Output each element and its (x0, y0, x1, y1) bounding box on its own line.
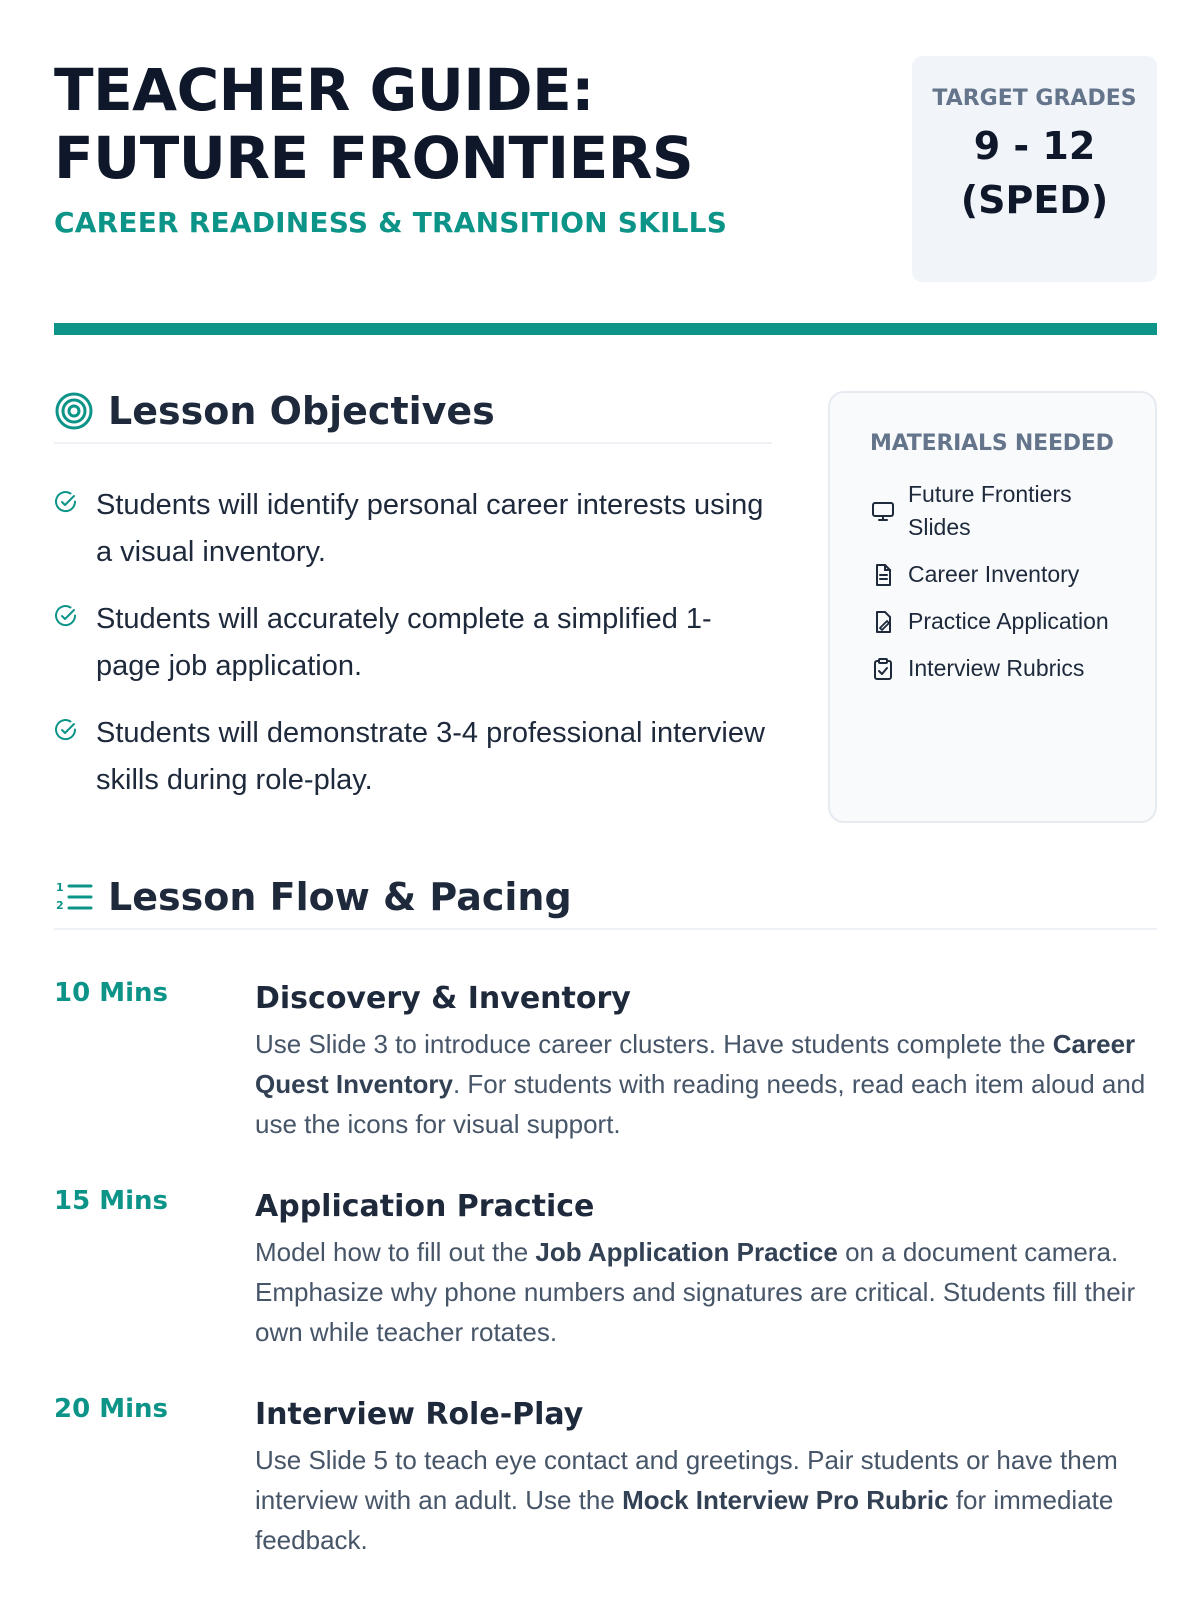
objectives-heading-row (54, 388, 772, 444)
step-body (255, 978, 1157, 1144)
step-desc-text: Use Slide 3 to introduce career clusters. Have students complete the (255, 1029, 1053, 1059)
target-grades-label: TARGET GRADES (932, 86, 1137, 111)
objective-item (54, 710, 772, 804)
step-body (255, 1186, 1157, 1352)
target-grades-value: 9 - 12 (SPED) (960, 124, 1109, 222)
materials-card (828, 391, 1157, 823)
material-label: Interview Rubrics (908, 655, 1085, 681)
material-item (870, 652, 1115, 685)
target-grades-box (912, 56, 1157, 282)
material-item (870, 558, 1115, 591)
svg-text:2: 2 (56, 899, 64, 912)
material-label: Career Inventory (908, 561, 1080, 587)
step-description (255, 1440, 1157, 1560)
lesson-objectives-section (54, 388, 772, 824)
header-divider (54, 323, 1157, 335)
objective-text: Students will identify personal career interests using a visual inventory. (96, 489, 764, 568)
objective-text: Students will accurately complete a simplified 1-page job application. (96, 603, 712, 682)
flow-heading-row (54, 874, 1157, 930)
target-icon (54, 391, 94, 431)
check-circle-icon (54, 718, 78, 742)
step-desc-text: for immediate feedback. (255, 1485, 1114, 1555)
check-circle-icon (54, 604, 78, 628)
flow-step (54, 978, 1157, 1154)
step-title: Application Practice (255, 1189, 595, 1224)
step-description (255, 1024, 1157, 1144)
step-title: Discovery & Inventory (255, 981, 631, 1016)
flow-title: Lesson Flow & Pacing (108, 875, 572, 919)
flow-step (54, 1394, 1157, 1570)
step-material-name: Mock Interview Pro Rubric (622, 1485, 949, 1515)
step-desc-text: on a document camera. Emphasize why phone numbers and signatures are critical. Students fill their own while teacher rotates. (255, 1237, 1136, 1347)
material-item (870, 478, 1115, 544)
materials-title: MATERIALS NEEDED (870, 431, 1114, 456)
clipboard-check-icon (870, 656, 896, 682)
flow-step (54, 1186, 1157, 1362)
check-circle-icon (54, 490, 78, 514)
page-title: TEACHER GUIDE: FUTURE FRONTIERS (54, 56, 694, 192)
lesson-flow-section (54, 874, 1157, 1600)
objective-item (54, 482, 772, 576)
objective-text: Students will demonstrate 3-4 professional interview skills during role-play. (96, 717, 765, 796)
numbered-list-icon (54, 877, 94, 917)
step-title: Interview Role-Play (255, 1397, 584, 1432)
material-item (870, 605, 1115, 638)
step-material-name: Career Quest Inventory (255, 1029, 1136, 1099)
step-desc-text: Use Slide 5 to teach eye contact and greetings. Pair students or have them interview with an adult. Use the (255, 1445, 1118, 1515)
step-material-name: Job Application Practice (535, 1237, 838, 1267)
flow-steps (54, 978, 1157, 1570)
svg-text:1: 1 (56, 881, 64, 894)
signature-icon (870, 609, 896, 635)
page-subtitle: CAREER READINESS & TRANSITION SKILLS (54, 206, 728, 239)
presentation-icon (870, 498, 896, 524)
teacher-guide-page (54, 0, 1157, 1600)
step-duration: 15 Mins (54, 1186, 169, 1216)
step-description (255, 1232, 1157, 1352)
objectives-list (54, 482, 772, 804)
step-duration: 20 Mins (54, 1394, 169, 1424)
material-label: Future Frontiers Slides (908, 481, 1072, 540)
document-icon (870, 562, 896, 588)
guide-header (54, 56, 1157, 282)
step-desc-text: Model how to fill out the (255, 1237, 536, 1267)
step-desc-text: . For students with reading needs, read each item aloud and use the icons for visual support. (255, 1069, 1146, 1139)
objective-item (54, 596, 772, 690)
material-label: Practice Application (908, 608, 1109, 634)
materials-list (870, 478, 1115, 685)
step-duration: 10 Mins (54, 978, 169, 1008)
step-body (255, 1394, 1157, 1560)
objectives-title: Lesson Objectives (108, 389, 495, 433)
